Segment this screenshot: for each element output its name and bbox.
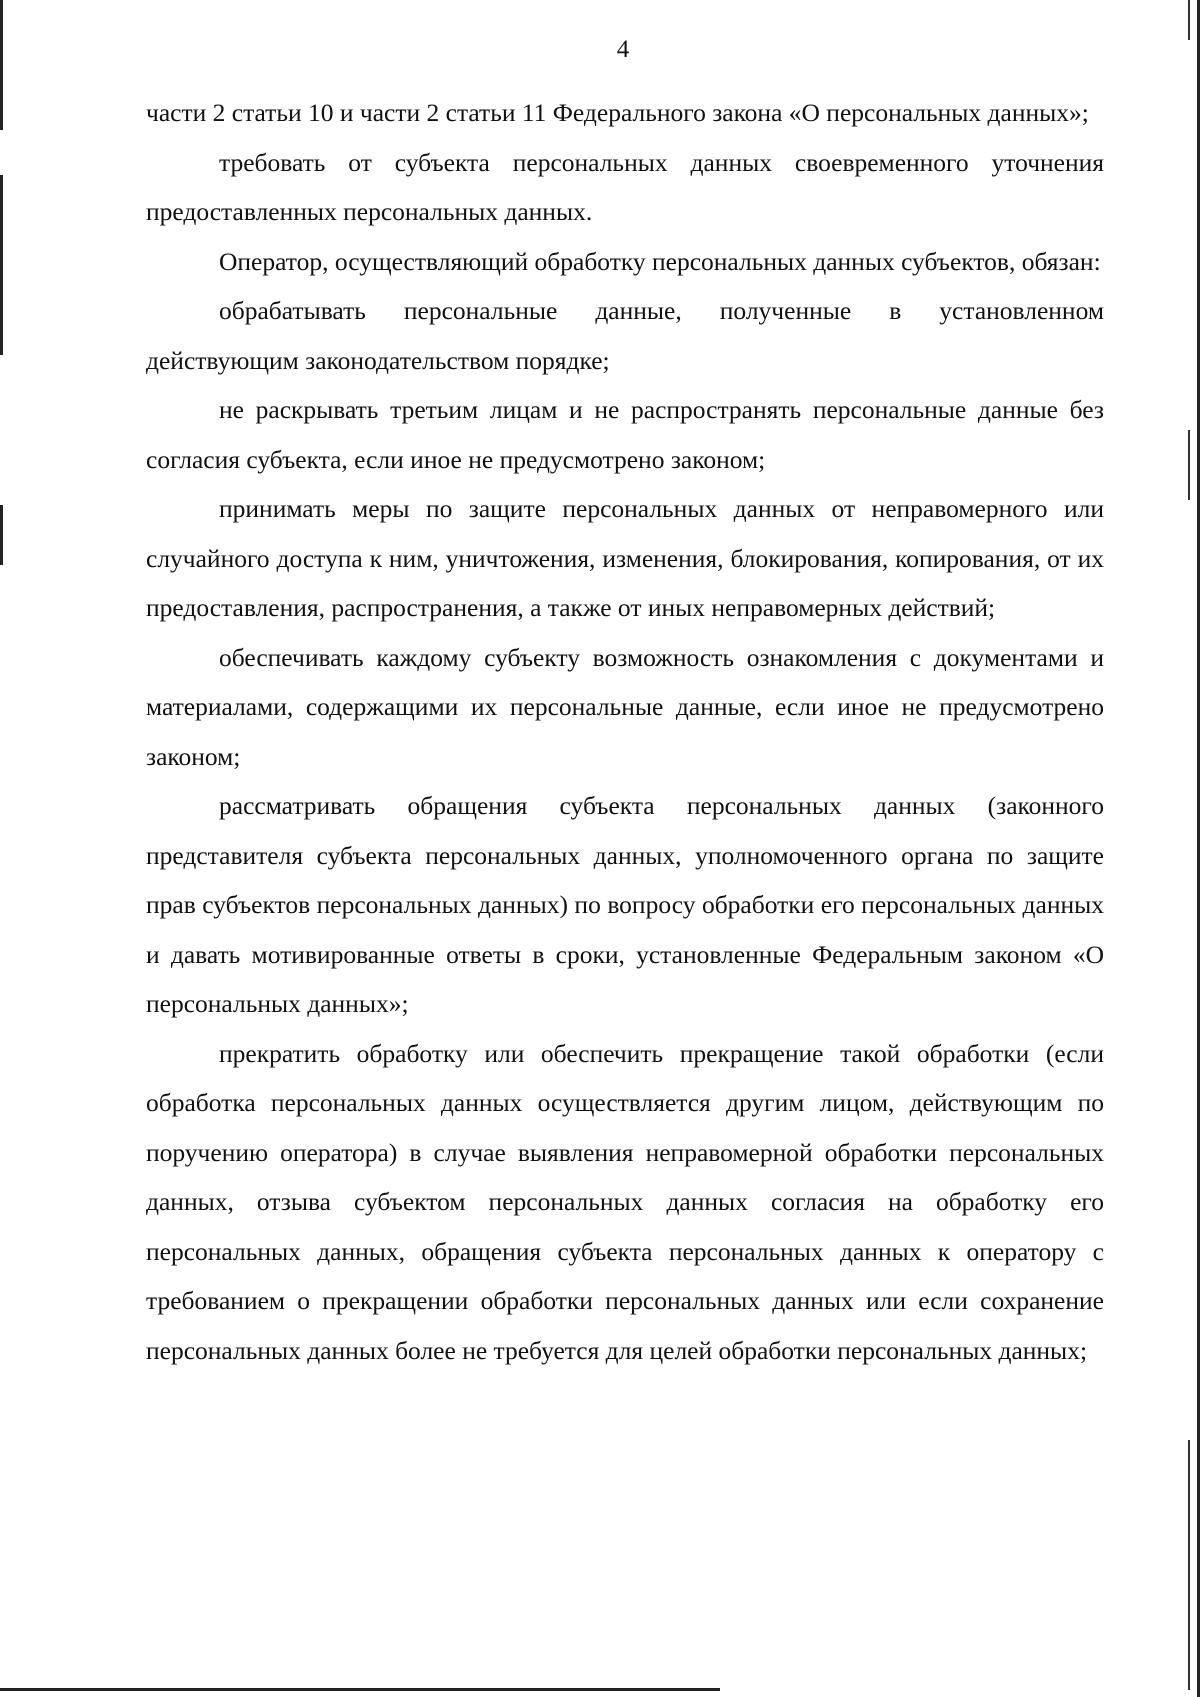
scan-edge-bottom [0,1688,720,1691]
scan-edge-left-lower [0,505,3,565]
paragraph: принимать меры по защите персональных данных от неправомерного или случайного доступа к ним, уничтожения, изменения, блокирования, копирования, от их предоставления, распространения, а также от иных неправомерных действий; [146,494,1104,622]
paragraph: обеспечивать каждому субъекту возможность ознакомления с документами и материалами, содержащими их персональные данные, если иное не предусмотрено законом; [146,642,1104,771]
document-body [146,88,1104,1375]
page-number: 4 [616,36,630,63]
paragraph-continuation: части 2 статьи 10 и части 2 статьи 11 Федерального закона «О персональных данных»; [146,98,1089,127]
paragraph: обрабатывать персональные данные, полученные в установленном действующим законодательством порядке; [146,296,1104,375]
paragraph: не раскрывать третьим лицам и не распространять персональные данные без согласия субъекта, если иное не предусмотрено законом; [146,395,1104,474]
scan-edge-right-inner [1188,0,1190,40]
paragraph: требовать от субъекта персональных данных своевременного уточнения предоставленных персональных данных. [146,147,1104,226]
scan-edge-right-inner-2 [1188,430,1190,500]
paragraph: рассматривать обращения субъекта персональных данных (законного представителя субъекта персональных данных, уполномоченного органа по защите прав субъектов персональных данных) по вопросу обработки его персональных данных и давать мотивированные ответы в сроки, установленные Федеральным законом «О персональных данных»; [146,791,1104,1018]
scan-edge-right-inner-3 [1188,1440,1190,1690]
paragraph: прекратить обработку или обеспечить прекращение такой обработки (если обработка персональных данных осуществляется другим лицом, действующим по поручению оператора) в случае выявления неправомерной обработки персональных данных, отзыва субъектом персональных данных согласия на обработку его персональных данных, обращения субъекта персональных данных к оператору с требованием о прекращении обработки персональных данных или если сохранение персональных данных более не требуется для целей обработки персональных данных; [146,1038,1104,1365]
paragraph: Оператор, осуществляющий обработку персональных данных субъектов, обязан: [219,246,1101,276]
scan-edge-left-middle [0,175,3,355]
scan-edge-left-top [0,0,3,130]
